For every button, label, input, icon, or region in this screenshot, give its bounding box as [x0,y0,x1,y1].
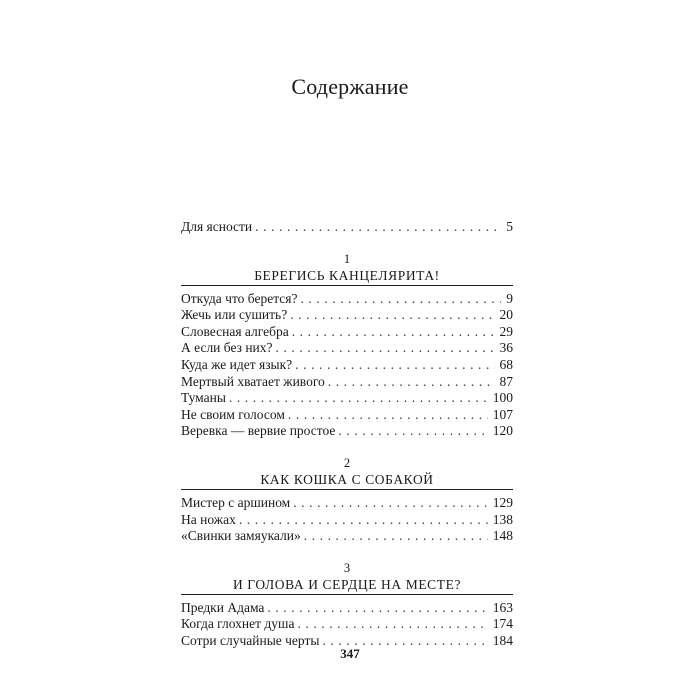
entry-page: 20 [499,307,513,323]
toc-entry [181,528,513,545]
page-number: 347 [340,646,360,661]
dot-leader [300,291,501,308]
toc-entry [181,340,513,357]
dot-leader [328,374,495,391]
dot-leader [338,423,487,440]
part-title: БЕРЕГИСЬ КАНЦЕЛЯРИТА! [181,267,513,286]
entry-page: 138 [492,511,513,527]
entry-page: 120 [492,423,513,439]
dot-leader [290,307,494,324]
dot-leader [255,219,501,236]
part-number: 3 [343,560,351,575]
dot-leader [276,340,495,357]
entry-title: Откуда что берется? [181,290,298,306]
toc-entry [181,407,513,424]
dot-leader [297,616,487,633]
dot-leader [292,324,495,341]
entry-title: Не своим голосом [181,406,285,422]
entry-page: 5 [506,219,513,234]
entry-title: Куда же идет язык? [181,356,293,372]
dot-leader [267,600,487,617]
part-number: 2 [343,455,351,470]
part-title: И ГОЛОВА И СЕРДЦЕ НА МЕСТЕ? [181,576,513,595]
toc-entry [181,291,513,308]
dot-leader [288,407,488,424]
entry-title: Мистер с аршином [181,494,291,510]
entry-title: На ножах [181,511,236,527]
entry-page: 174 [492,616,513,632]
entry-title: Веревка — вервие простое [181,423,336,439]
dot-leader [293,495,488,512]
entry-page: 107 [492,406,513,422]
entry-page: 29 [499,323,513,339]
entry-title: «Свинки замяукали» [181,528,301,544]
dot-leader [239,512,488,529]
entry-title: Словесная алгебра [181,323,289,339]
dot-leader [229,390,488,407]
toc-entry [181,307,513,324]
dot-leader [295,357,494,374]
entry-title: А если без них? [181,340,273,356]
entry-title: Сотри случайные черты [181,632,320,648]
toc-entry [181,423,513,440]
toc-part-2 [181,456,513,545]
toc-entry [181,512,513,529]
entry-title: Туманы [181,390,226,406]
toc-entry [181,616,513,633]
entry-title: Мертвый хватает живого [181,373,325,389]
entry-title: Когда глохнет душа [181,616,295,632]
toc-part-3 [181,561,513,650]
entry-page: 184 [492,632,513,648]
toc-entry [181,374,513,391]
entry-page: 100 [492,390,513,406]
toc-entry-intro [181,219,513,236]
toc-entry [181,600,513,617]
entry-page: 36 [499,340,513,356]
toc-entry [181,357,513,374]
entry-page: 163 [492,599,513,615]
page-title: Содержание [291,74,409,99]
toc-entry [181,390,513,407]
entry-page: 148 [492,528,513,544]
part-title: КАК КОШКА С СОБАКОЙ [181,471,513,490]
entry-title: Жечь или сушить? [181,307,288,323]
table-of-contents [181,219,513,650]
entry-title: Для ясности [181,219,253,234]
entry-page: 87 [499,373,513,389]
entry-page: 68 [499,356,513,372]
entry-page: 129 [492,494,513,510]
toc-entry [181,495,513,512]
toc-entry [181,324,513,341]
toc-part-1 [181,252,513,440]
entry-title: Предки Адама [181,599,265,615]
entry-page: 9 [506,290,513,306]
dot-leader [304,528,488,545]
part-number: 1 [343,251,351,266]
